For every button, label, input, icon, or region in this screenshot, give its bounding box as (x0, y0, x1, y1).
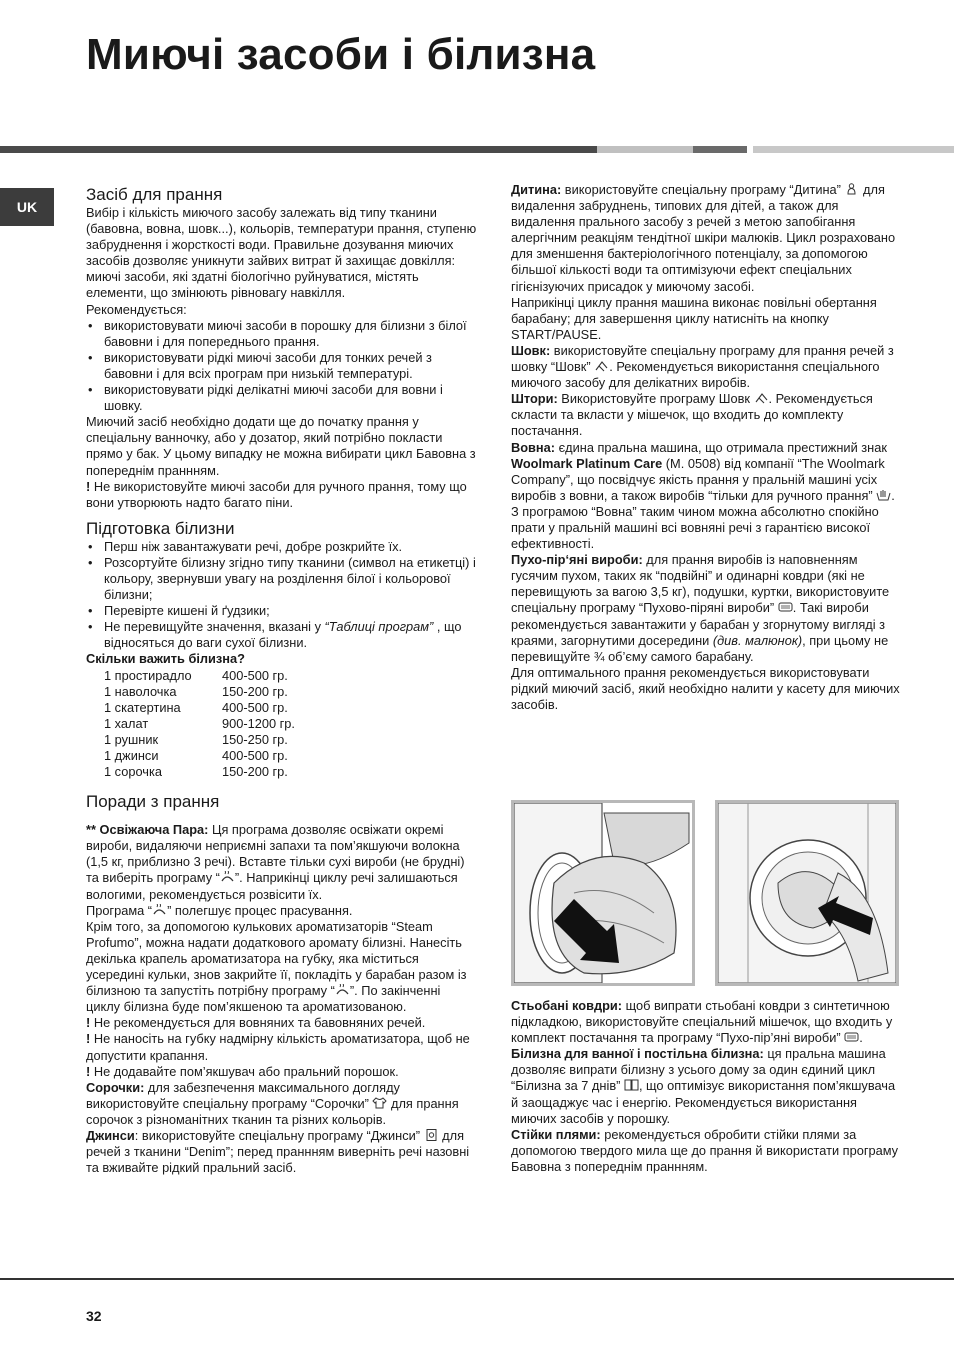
silk-paragraph: Шовк: використовуйте спеціальну програму для прання речей з шовку “Шовк” . Рекомендується використання спеціального миючого засобу для делікатних виробів. (511, 342, 894, 391)
footer-rule (0, 1278, 954, 1280)
right-column-lower (511, 998, 903, 1175)
tips-warning: ! Не додавайте пом’якшувач або пральний порошок. (86, 1063, 399, 1079)
table-row: 1 халат 900-1200 гр. (104, 715, 295, 731)
header-rule-light-2 (753, 146, 954, 153)
quilt-paragraph: Стьобані ковдри: щоб випрати стьобані ковдри з синтетичною підкладкою, використовуйте спеціальний мішечок, що входить у комплект постачання та програму “Пухо-пір’яні вироби” . (511, 998, 893, 1046)
weight-heading: Скільки важить білизна? (86, 651, 245, 667)
list-item: • використовувати рідкі делікатні миючі засоби для вовни і шовку. (86, 382, 478, 414)
left-column (86, 184, 478, 1176)
detergent-list (86, 318, 478, 415)
detergent-warning: ! Не використовуйте миючі засоби для ручного прання, тому що вони утворюють надто багато піни. (86, 478, 467, 510)
bath-paragraph: Білизна для ванної і постільна білизна: ця пральна машина дозволяє випрати білизну з усього дому за один єдиний цикл “Білизна за 7 днів” , що оптимізує використання пом’якшувача й заощаджує час і енергію. Рекомендується використання миючих засобів у порошку. (511, 1046, 896, 1126)
steam-icon (152, 904, 167, 916)
table-row: 1 скатертина 400-500 гр. (104, 699, 288, 715)
warning-icon: ! (86, 1063, 91, 1079)
hand-wash-icon (876, 489, 891, 501)
prep-heading: Підготовка білизни (86, 518, 235, 538)
list-item: • Перевірте кишені й ґудзики; (86, 603, 478, 619)
table-row: 1 простирадло 400-500 гр. (104, 667, 288, 683)
header-rule-dark (0, 146, 597, 153)
down-note: Для оптимального прання рекомендується використовувати рідкий миючий засіб, який необхідно налити у касету для миючих засобів. (511, 664, 900, 712)
warning-icon: ! (86, 1015, 91, 1031)
tips-heading: Поради з прання (86, 792, 220, 812)
washing-machine-illustration (514, 803, 692, 983)
duvet-icon (778, 601, 793, 613)
steam-icon (335, 984, 350, 996)
recommended-label: Рекомендується: (86, 301, 187, 317)
list-item: • Перш ніж завантажувати речі, добре розкрийте їх. (86, 539, 478, 555)
right-column (511, 182, 903, 713)
header-rule-mid (693, 146, 747, 153)
baby-note: Наприкінці циклу прання машина виконає повільні обертання барабану; для завершення циклу натисніть на кнопку START/PAUSE. (511, 294, 877, 342)
duvet-icon (844, 1031, 859, 1043)
silk-icon (754, 392, 769, 404)
steam-icon (220, 871, 235, 883)
silk-icon (594, 360, 609, 372)
table-row: 1 рушник 150-250 гр. (104, 731, 288, 747)
washing-machine-illustration (718, 803, 896, 983)
jeans-paragraph: Джинси: використовуйте спеціальну програму “Джинси” для речей з тканини “Denim”; перед праннням виверніть речі назовні та вживайте рідкий пральний засіб. (86, 1127, 470, 1176)
baby-icon (844, 183, 859, 195)
table-row: 1 джинси 400-500 гр. (104, 748, 288, 763)
tips-warning: ! Не наносіть на губку надмірну кількість ароматизатора, щоб не допустити крапання. (86, 1031, 470, 1063)
tips-warning: ! Не рекомендується для вовняних та бавовняних речей. (86, 1015, 426, 1031)
curtains-paragraph: Штори: Використовуйте програму Шовк . Рекомендується скласти та вкласти у мішечок, що входить до комплекту постачання. (511, 391, 873, 439)
prep-list (86, 539, 478, 652)
table-row: 1 наволочка 150-200 гр. (104, 683, 288, 699)
steam-paragraph: ** Освіжаюча Пара: Ця програма дозволяє освіжати окремі вироби, видаляючи неприємні запахи та пом’якшуючи волокна (1,5 кг, приблизно 3 речі). Вставте тільки сухі вироби (не брудні) та виберіть програму “ ”. Наприкінці циклу речі залишаються вологими, рекомендується розвісити їх. (86, 822, 465, 902)
weights-table (104, 668, 478, 781)
page-title: Миючі засоби і білизна (86, 30, 596, 79)
linen-icon (624, 1079, 639, 1091)
detergent-intro: Вибір і кількість миючого засобу залежать від типу тканини (бавовна, вовна, шовк...), кольорів, температури прання, ступеню забруднення і жорсткості води. Правильне дозування миючих засобів дозволяє уникнути зайвих витрат й захищає довкілля: миючі засоби, які здатні біологічно руйнуватися, містять елементи, що змінюють рівновагу навкілля. (86, 205, 477, 301)
list-item: • використовувати миючі засоби в порошку для білизни з білої бавовни і для попереднього прання. (86, 318, 478, 350)
detergent-heading: Засіб для прання (86, 185, 223, 204)
shirts-paragraph: Сорочки: для забезпечення максимального догляду використовуйте спеціальну програму “Сорочки” для прання сорочок з різноманітних тканин та різних кольорів. (86, 1079, 459, 1127)
down-paragraph: Пухо-пір‘яні вироби: для прання виробів із наповненням гусячим пухом, таких як “подвійні” и одинарні ковдри (які не перевищують за вагою 3,5 кг), подушки, куртки, використовуите спеціальну програму “Пухово-піряні вироби” . Такі вироби рекомендується завантажити у барабан у згорнутому вигляді з краями, загорнутими досередини (див. малюнок), при цьому не перевищуйте ¾ об’єму самого барабану. (511, 552, 890, 664)
illustration-pushing-duvet (715, 800, 899, 986)
table-row: 1 сорочка 150-200 гр. (104, 764, 288, 780)
wool-paragraph: Вовна: єдина пральна машина, що отримала престижний знак Woolmark Platinum Care (M. 0508) від компанії “The Woolmark Company”, що посвідчує якість прання у пральній машині усіх виробів з вовни, а також виробів “тільки для ручного прання” . З програмою “Вовна” таким чином можна абсолютно спокійно прати у пральній машині всі вовняні речі з гарантією високої ефективності. (511, 439, 895, 552)
baby-paragraph: Дитина: використовуйте спеціальну програму “Дитина” для видалення забруднень, типових для дітей, а також для видалення прального засобу з речей з метою запобігання алергічним реакціям тендітної шкіри малюків. Цикл розраховано для зменшення бактеріологічного потенціалу, за допомогою більшої кількості води та оптимізуючи ефект спеціальних гігієнізуючих присадок у миючому засобі. (511, 182, 896, 294)
warning-icon: ! (86, 478, 91, 494)
header-rule-light (597, 146, 693, 153)
list-item: • Не перевищуйте значення, вказані у “Таблиці програм” , що відносяться до ваги сухої білизни. (86, 619, 478, 651)
shirt-icon (372, 1097, 387, 1109)
language-tab: UK (0, 188, 54, 226)
page-number: 32 (86, 1308, 102, 1324)
stain-paragraph: Стійки плями: рекомендується обробити стійки плями за допомогою твердого мила ще до прання й використати програму Бавовна з попереднім праннням. (511, 1126, 899, 1174)
list-item: • Розсортуйте білизну згідно типу тканини (символ на етикетці) і кольору, звернувши увагу на розділення білої і кольорової білизни; (86, 555, 478, 603)
steam-iron-paragraph: Програма “ ” полегшує процес прасування. (86, 902, 353, 918)
detergent-note: Миючий засіб необхідно додати ще до початку прання у спеціальну ванночку, або у дозатор, який потрібно покласти прямо у бак. У цьому випадку не можна вибирати цикл Бавовна з попереднім праннням. (86, 414, 476, 478)
list-item: • використовувати рідкі миючі засоби для тонких речей з бавовни і для всіх програм при низькій температурі. (86, 350, 478, 382)
jeans-icon (424, 1129, 439, 1141)
warning-icon: ! (86, 1031, 91, 1047)
illustration-loading-duvet (511, 800, 695, 986)
steam-profumo-paragraph: Крім того, за допомогою кулькових ароматизаторів “Steam Profumo”, можна надати додаткового аромату білизні. Нанесіть декілька крапель ароматизатора на губку, яка міститься усередині кульки, знов закрийте її, покладіть у барабан разом із білизною та запустіть потрібну програму “ ”. По закінченні циклу білизна буде пом’якшеною та ароматизованою. (86, 918, 467, 1015)
